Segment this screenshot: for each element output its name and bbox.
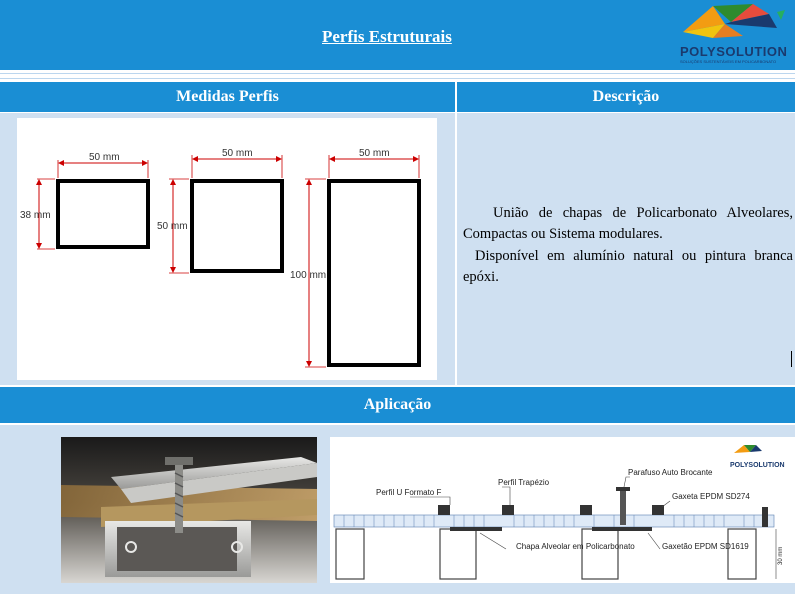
label-chapa-alveolar: Chapa Alveolar em Policarbonato	[516, 542, 635, 551]
schematic-logo-text: POLYSOLUTION	[730, 462, 785, 469]
profile-38mm	[20, 152, 148, 249]
profile-dimensions-diagram	[17, 118, 437, 380]
label-gaxeta-274: Gaxeta EPDM SD274	[672, 492, 750, 501]
label-dimension: 30 mm	[778, 546, 784, 565]
profile-100mm	[290, 148, 419, 367]
text-cursor-mark	[791, 351, 792, 367]
p1-height-label: 38 mm	[20, 210, 51, 221]
logo-tagline: SOLUÇÕES SUSTENTÁVEIS EM POLICARBONATO	[680, 59, 777, 64]
table-content-row	[0, 113, 795, 385]
label-perfil-trapezio: Perfil Trapézio	[498, 478, 550, 487]
application-images-row	[0, 425, 795, 594]
p3-height-label: 100 mm	[290, 270, 327, 281]
table-header-row	[0, 82, 795, 112]
description-paragraph-1: União de chapas de Policarbonato Alveolares, Compactas ou Sistema modulares.	[463, 205, 793, 242]
col-header-medidas: Medidas Perfis	[176, 88, 279, 105]
schematic-logo	[730, 445, 785, 469]
application-title: Aplicação	[363, 396, 432, 413]
logo-text: POLYSOLUTION	[680, 44, 788, 59]
col-header-descricao: Descrição	[592, 88, 660, 105]
description-text	[463, 203, 793, 288]
p2-width-label: 50 mm	[222, 148, 253, 159]
p1-width-label: 50 mm	[89, 152, 120, 163]
profile-50mm	[157, 148, 282, 273]
p3-width-label: 50 mm	[359, 148, 390, 159]
label-gaxetao: Gaxetão EPDM SD1619	[662, 542, 749, 551]
application-band	[0, 387, 795, 423]
p2-height-label: 50 mm	[157, 221, 188, 232]
page-title: Perfis Estruturais	[322, 27, 452, 46]
label-parafuso: Parafuso Auto Brocante	[628, 468, 713, 477]
label-perfil-u: Perfil U Formato F	[376, 488, 442, 497]
aluminum-profile-photo	[61, 437, 317, 583]
description-paragraph-2: Disponível em alumínio natural ou pintura branca epóxi.	[463, 248, 793, 285]
installation-schematic	[330, 437, 795, 583]
